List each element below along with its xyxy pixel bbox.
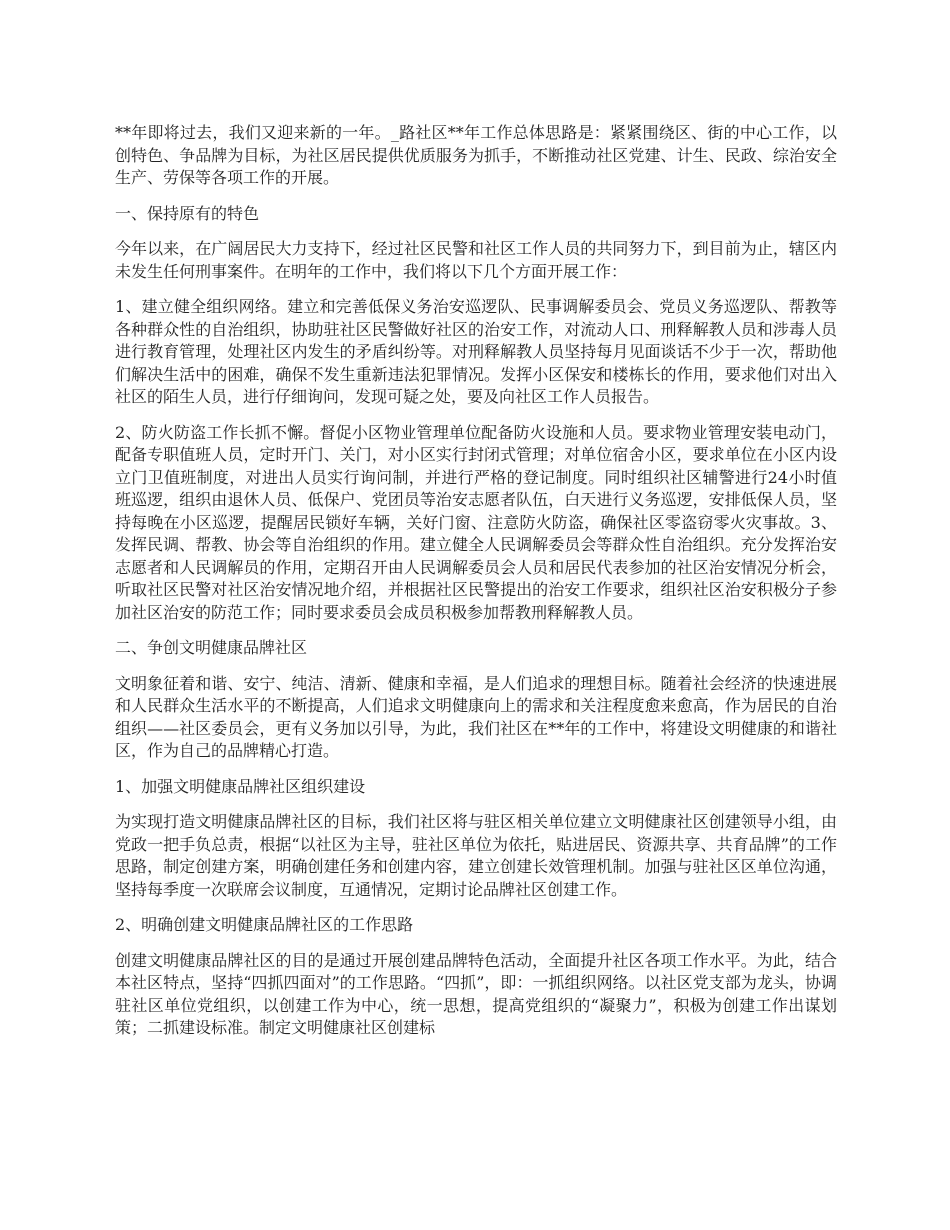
document-page	[115, 122, 837, 1053]
section-heading-2: 二、争创文明健康品牌社区	[115, 638, 308, 657]
work-approach-paragraph: 创建文明健康品牌社区的目的是通过开展创建品牌特色活动，全面提升社区各项工作水平。为此，结合本社区特点，坚持“四抓四面对”的工作思路。“四抓”，即：一抓组织网络。以社区党支部为龙头，协调驻社区单位党组织，以创建工作为中心，统一思想，提高党组织的“凝聚力”，积极为创建工作出谋划策；二抓建设标准。制定文明健康社区创建标	[115, 950, 837, 1037]
organization-building-paragraph: 为实现打造文明健康品牌社区的目标，我们社区将与驻区相关单位建立文明健康社区创建领导小组，由党政一把手负总责，根据“以社区为主导，驻社区单位为依托，贴进居民、资源共享、共育品牌”的工作思路，制定创建方案，明确创建任务和创建内容，建立创建长效管理机制。加强与驻社区区单位沟通，坚持每季度一次联席会议制度，互通情况，定期讨论品牌社区创建工作。	[115, 812, 837, 899]
intro-paragraph: **年即将过去，我们又迎来新的一年。_路社区**年工作总体思路是：紧紧围绕区、街的中心工作，以创特色、争品牌为目标，为社区居民提供优质服务为抓手，不断推动社区党建、计生、民政、综治安全生产、劳保等各项工作的开展。	[115, 123, 837, 187]
section-heading-1: 一、保持原有的特色	[115, 203, 260, 223]
subsection-heading-organization: 1、加强文明健康品牌社区组织建设	[115, 776, 366, 796]
civilization-intro-paragraph: 文明象征着和谐、安宁、纯洁、清新、健康和幸福，是人们追求的理想目标。随着社会经济的快速进展和人民群众生活水平的不断提高，人们追求文明健康向上的需求和关注程度愈来愈高，作为居民的自治组织——社区委员会，更有义务加以引导，为此，我们社区在**年的工作中，将建设文明健康的和谐社区，作为自己的品牌精心打造。	[115, 673, 837, 760]
fire-theft-prevention-paragraph: 2、防火防盗工作长抓不懈。督促小区物业管理单位配备防火设施和人员。要求物业管理安装电动门，配备专职值班人员，定时开门、关门，对小区实行封闭式管理；对单位宿舍小区，要求单位在小区内设立门卫值班制度，对进出人员实行询问制，并进行严格的登记制度。同时组织社区辅警进行24小时值班巡逻，组织由退休人员、低保户、党团员等治安志愿者队伍，白天进行义务巡逻，安排低保人员，坚持每晚在小区巡逻，提醒居民锁好车辆，关好门窗、注意防火防盗，确保社区零盗窃零火灾事故。3、发挥民调、帮教、协会等自治组织的作用。建立健全人民调解委员会等群众性自治组织。充分发挥治安志愿者和人民调解员的作用，定期召开由人民调解委员会人员和居民代表参加的社区治安情况分析会，听取社区民警对社区治安情况地介绍，并根据社区民警提出的治安工作要求，组织社区治安积极分子参加社区治安的防范工作；同时要求委员会成员积极参加帮教刑释解教人员。	[115, 422, 837, 622]
section-1-intro-paragraph: 今年以来，在广阔居民大力支持下，经过社区民警和社区工作人员的共同努力下，到目前为止，辖区内未发生任何刑事案件。在明年的工作中，我们将以下几个方面开展工作：	[115, 239, 837, 281]
subsection-heading-approach: 2、明确创建文明健康品牌社区的工作思路	[115, 915, 414, 934]
organization-network-paragraph: 1、建立健全组织网络。建立和完善低保义务治安巡逻队、民事调解委员会、党员义务巡逻队、帮教等各种群众性的自治组织，协助驻社区民警做好社区的治安工作，对流动人口、刑释解教人员和涉毒人员进行教育管理，处理社区内发生的矛盾纠纷等。对刑释解教人员坚持每月见面谈话不少于一次，帮助他们解决生活中的困难，确保不发生重新违法犯罪情况。发挥小区保安和楼栋长的作用，要求他们对出入社区的陌生人员，进行仔细询问，发现可疑之处，要及向社区工作人员报告。	[115, 297, 837, 406]
